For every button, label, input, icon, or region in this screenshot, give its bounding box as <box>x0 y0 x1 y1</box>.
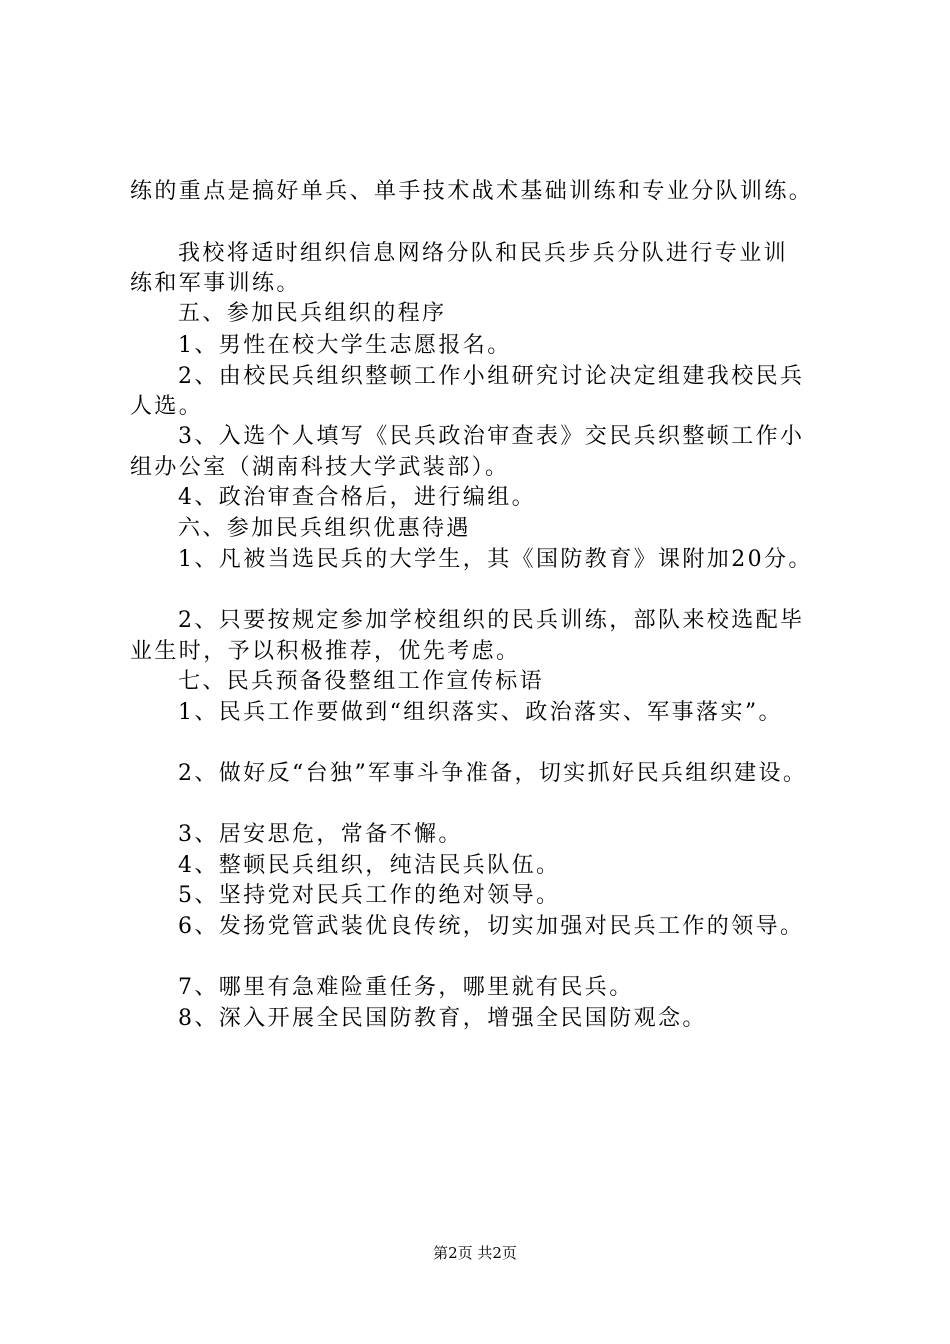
paragraph-line: 我校将适时组织信息网络分队和民兵步兵分队进行专业训 <box>178 241 789 266</box>
section-heading: 六、参加民兵组织优惠待遇 <box>178 516 471 541</box>
list-item: 6、发扬党管武装优良传统，切实加强对民兵工作的领导。 <box>178 914 805 939</box>
list-item: 5、坚持党对民兵工作的绝对领导。 <box>178 883 561 908</box>
list-item: 7、哪里有急难险重任务，哪里就有民兵。 <box>178 975 634 1000</box>
list-item: 3、入选个人填写《民兵政治审查表》交民兵织整顿工作小 <box>178 424 805 449</box>
list-item: 1、男性在校大学生志愿报名。 <box>178 333 512 358</box>
list-item: 4、政治审查合格后，进行编组。 <box>178 485 536 510</box>
list-item: 4、整顿民兵组织，纯洁民兵队伍。 <box>178 853 561 878</box>
list-item: 8、深入开展全民国防教育，增强全民国防观念。 <box>178 1006 707 1031</box>
list-item-continuation: 业生时，予以积极推荐，优先考虑。 <box>130 639 521 664</box>
list-item: 2、只要按规定参加学校组织的民兵训练，部队来校选配毕 <box>178 608 805 633</box>
paragraph-line: 练的重点是搞好单兵、单手技术战术基础训练和专业分队训练。 <box>130 179 814 204</box>
page-footer: 第2页 共2页 <box>433 1244 517 1262</box>
list-item-continuation: 组办公室（湖南科技大学武装部）。 <box>130 455 510 480</box>
list-item: 2、做好反“台独”军事斗争准备，切实抓好民兵组织建设。 <box>178 761 808 786</box>
section-heading: 五、参加民兵组织的程序 <box>178 301 447 326</box>
list-item: 2、由校民兵组织整顿工作小组研究讨论决定组建我校民兵 <box>178 364 805 389</box>
list-item: 3、居安思危，常备不懈。 <box>178 822 463 847</box>
list-item-continuation: 人选。 <box>130 394 204 419</box>
section-heading: 七、民兵预备役整组工作宣传标语 <box>178 669 545 694</box>
list-item: 1、民兵工作要做到“组织落实、政治落实、军事落实”。 <box>178 700 783 725</box>
list-item: 1、凡被当选民兵的大学生，其《国防教育》课附加20分。 <box>178 547 813 572</box>
paragraph-line: 练和军事训练。 <box>130 271 301 296</box>
